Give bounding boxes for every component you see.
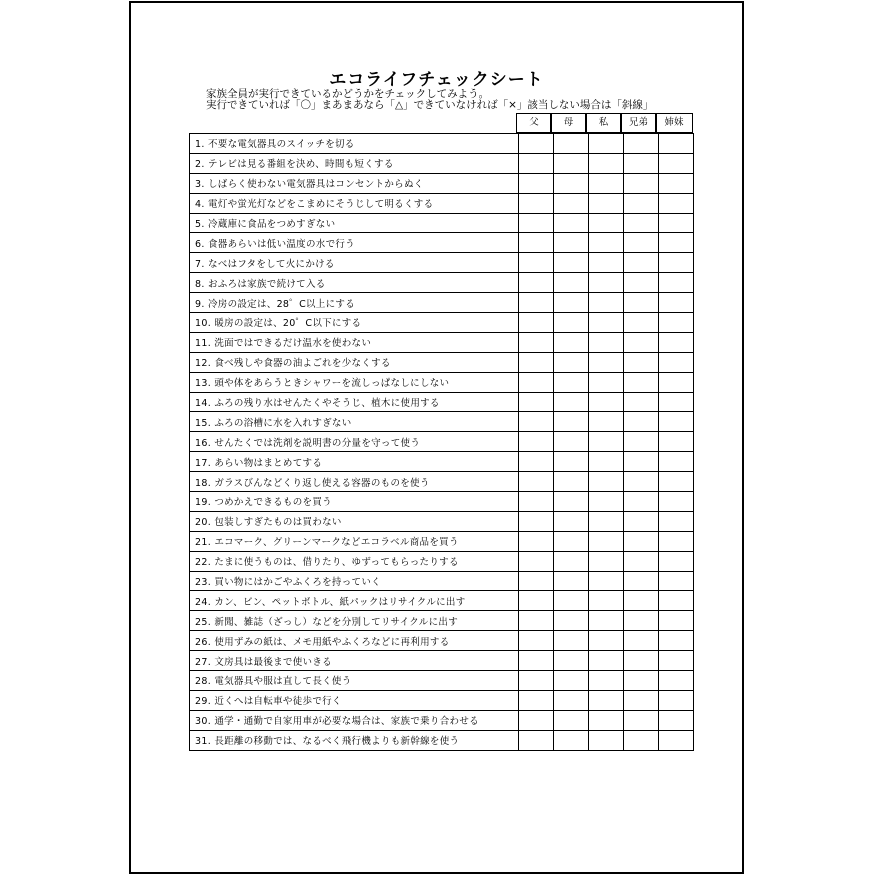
check-cell-mother[interactable] (554, 571, 589, 591)
check-cell-sisters[interactable] (659, 332, 694, 352)
check-cell-mother[interactable] (554, 492, 589, 512)
check-sheet-page (129, 1, 744, 874)
checklist-item-label: 4. 電灯や蛍光灯などをこまめにそうじして明るくする (190, 193, 519, 213)
check-cell-brothers[interactable] (624, 134, 659, 154)
checklist-item-label: 21. エコマーク、グリーンマークなどエコラベル商品を買う (190, 531, 519, 551)
checklist-row (190, 671, 694, 691)
check-cell-father[interactable] (519, 531, 554, 551)
check-cell-self[interactable] (589, 392, 624, 412)
checklist-item-label: 29. 近くへは自転車や徒歩で行く (190, 690, 519, 710)
check-cell-father[interactable] (519, 452, 554, 472)
check-cell-brothers[interactable] (624, 392, 659, 412)
check-cell-sisters[interactable] (659, 233, 694, 253)
check-cell-brothers[interactable] (624, 153, 659, 173)
check-cell-mother[interactable] (554, 193, 589, 213)
check-cell-self[interactable] (589, 492, 624, 512)
check-cell-sisters[interactable] (659, 352, 694, 372)
checklist-row (190, 730, 694, 750)
check-cell-brothers[interactable] (624, 332, 659, 352)
checklist-row (190, 293, 694, 313)
check-cell-sisters[interactable] (659, 213, 694, 233)
checklist-item-label: 28. 電気器具や服は直して長く使う (190, 671, 519, 691)
check-cell-brothers[interactable] (624, 293, 659, 313)
check-cell-self[interactable] (589, 173, 624, 193)
check-cell-sisters[interactable] (659, 531, 694, 551)
check-cell-father[interactable] (519, 412, 554, 432)
check-cell-mother[interactable] (554, 611, 589, 631)
check-cell-father[interactable] (519, 472, 554, 492)
check-cell-self[interactable] (589, 710, 624, 730)
check-cell-self[interactable] (589, 730, 624, 750)
header-self: 私 (585, 113, 622, 133)
checklist-row (190, 651, 694, 671)
checklist-row (190, 432, 694, 452)
check-cell-self[interactable] (589, 253, 624, 273)
checklist-row (190, 372, 694, 392)
check-cell-sisters[interactable] (659, 412, 694, 432)
check-cell-mother[interactable] (554, 651, 589, 671)
check-cell-sisters[interactable] (659, 591, 694, 611)
check-cell-self[interactable] (589, 690, 624, 710)
header-sisters: 姉妹 (655, 113, 693, 133)
check-cell-sisters[interactable] (659, 651, 694, 671)
check-cell-mother[interactable] (554, 392, 589, 412)
check-cell-brothers[interactable] (624, 671, 659, 691)
check-cell-father[interactable] (519, 253, 554, 273)
check-cell-father[interactable] (519, 153, 554, 173)
instruction-line-1: 家族全員が実行できているかどうかをチェックしてみよう。 (206, 88, 490, 100)
check-cell-self[interactable] (589, 193, 624, 213)
check-cell-mother[interactable] (554, 213, 589, 233)
check-cell-father[interactable] (519, 213, 554, 233)
checklist-item-label: 23. 買い物にはかごやふくろを持っていく (190, 571, 519, 591)
check-cell-sisters[interactable] (659, 571, 694, 591)
check-cell-brothers[interactable] (624, 173, 659, 193)
check-cell-brothers[interactable] (624, 273, 659, 293)
check-cell-mother[interactable] (554, 332, 589, 352)
check-cell-brothers[interactable] (624, 253, 659, 273)
check-cell-self[interactable] (589, 412, 624, 432)
check-cell-sisters[interactable] (659, 631, 694, 651)
check-cell-mother[interactable] (554, 551, 589, 571)
check-cell-sisters[interactable] (659, 432, 694, 452)
check-cell-sisters[interactable] (659, 313, 694, 333)
check-cell-mother[interactable] (554, 511, 589, 531)
check-cell-father[interactable] (519, 332, 554, 352)
check-cell-brothers[interactable] (624, 233, 659, 253)
check-cell-sisters[interactable] (659, 273, 694, 293)
checklist-item-label: 14. ふろの残り水はせんたくやそうじ、植木に使用する (190, 392, 519, 412)
checklist-row (190, 452, 694, 472)
checklist-item-label: 18. ガラスびんなどくり返し使える容器のものを使う (190, 472, 519, 492)
check-cell-brothers[interactable] (624, 690, 659, 710)
checklist-row (190, 591, 694, 611)
check-cell-mother[interactable] (554, 412, 589, 432)
checklist-row (190, 273, 694, 293)
check-cell-mother[interactable] (554, 372, 589, 392)
check-cell-father[interactable] (519, 134, 554, 154)
check-cell-father[interactable] (519, 352, 554, 372)
checklist-row (190, 352, 694, 372)
checklist-row (190, 631, 694, 651)
check-cell-father[interactable] (519, 651, 554, 671)
check-cell-mother[interactable] (554, 531, 589, 551)
check-cell-brothers[interactable] (624, 651, 659, 671)
checklist-item-label: 17. あらい物はまとめてする (190, 452, 519, 472)
check-cell-brothers[interactable] (624, 472, 659, 492)
checklist-item-label: 11. 洗面ではできるだけ温水を使わない (190, 332, 519, 352)
check-cell-self[interactable] (589, 372, 624, 392)
header-mother: 母 (550, 113, 587, 133)
check-cell-self[interactable] (589, 233, 624, 253)
check-cell-father[interactable] (519, 233, 554, 253)
check-cell-brothers[interactable] (624, 432, 659, 452)
check-cell-sisters[interactable] (659, 690, 694, 710)
check-cell-father[interactable] (519, 313, 554, 333)
check-cell-father[interactable] (519, 492, 554, 512)
check-cell-father[interactable] (519, 273, 554, 293)
checklist-row (190, 153, 694, 173)
checklist-row (190, 392, 694, 412)
check-cell-mother[interactable] (554, 591, 589, 611)
check-cell-sisters[interactable] (659, 472, 694, 492)
check-cell-father[interactable] (519, 631, 554, 651)
checklist-row (190, 412, 694, 432)
check-cell-father[interactable] (519, 690, 554, 710)
check-cell-brothers[interactable] (624, 730, 659, 750)
check-cell-mother[interactable] (554, 273, 589, 293)
check-cell-mother[interactable] (554, 690, 589, 710)
check-cell-sisters[interactable] (659, 173, 694, 193)
check-cell-father[interactable] (519, 432, 554, 452)
check-cell-sisters[interactable] (659, 392, 694, 412)
check-cell-mother[interactable] (554, 671, 589, 691)
checklist-row (190, 611, 694, 631)
check-cell-self[interactable] (589, 551, 624, 571)
check-cell-self[interactable] (589, 352, 624, 372)
check-cell-self[interactable] (589, 571, 624, 591)
check-cell-brothers[interactable] (624, 551, 659, 571)
check-cell-father[interactable] (519, 193, 554, 213)
check-cell-brothers[interactable] (624, 492, 659, 512)
check-cell-brothers[interactable] (624, 352, 659, 372)
checklist-row (190, 511, 694, 531)
check-cell-sisters[interactable] (659, 671, 694, 691)
check-cell-self[interactable] (589, 313, 624, 333)
checklist-item-label: 5. 冷蔵庫に食品をつめすぎない (190, 213, 519, 233)
check-cell-mother[interactable] (554, 253, 589, 273)
check-cell-mother[interactable] (554, 233, 589, 253)
check-cell-mother[interactable] (554, 452, 589, 472)
check-cell-brothers[interactable] (624, 372, 659, 392)
check-cell-self[interactable] (589, 671, 624, 691)
check-cell-father[interactable] (519, 591, 554, 611)
checklist-item-label: 20. 包装しすぎたものは買わない (190, 511, 519, 531)
check-cell-brothers[interactable] (624, 571, 659, 591)
check-cell-mother[interactable] (554, 153, 589, 173)
check-cell-brothers[interactable] (624, 631, 659, 651)
check-cell-self[interactable] (589, 511, 624, 531)
check-cell-father[interactable] (519, 293, 554, 313)
checklist-item-label: 15. ふろの浴槽に水を入れすぎない (190, 412, 519, 432)
check-cell-mother[interactable] (554, 710, 589, 730)
checklist-row (190, 531, 694, 551)
checklist-row (190, 492, 694, 512)
check-cell-mother[interactable] (554, 631, 589, 651)
checklist-item-label: 26. 使用ずみの紙は、メモ用紙やふくろなどに再利用する (190, 631, 519, 651)
check-cell-father[interactable] (519, 372, 554, 392)
check-cell-mother[interactable] (554, 730, 589, 750)
check-cell-mother[interactable] (554, 173, 589, 193)
check-cell-brothers[interactable] (624, 412, 659, 432)
check-cell-self[interactable] (589, 273, 624, 293)
check-cell-brothers[interactable] (624, 591, 659, 611)
check-cell-sisters[interactable] (659, 253, 694, 273)
instruction-line-2: 実行できていれば「〇」まあまあなら「△」できていなければ「×」該当しない場合は「斜線」 (206, 99, 654, 111)
checklist-row (190, 173, 694, 193)
checklist-item-label: 6. 食器あらいは低い温度の水で行う (190, 233, 519, 253)
checklist-item-label: 3. しばらく使わない電気器具はコンセントからぬく (190, 173, 519, 193)
check-cell-self[interactable] (589, 153, 624, 173)
check-cell-sisters[interactable] (659, 511, 694, 531)
check-cell-self[interactable] (589, 134, 624, 154)
checklist-item-label: 1. 不要な電気器具のスイッチを切る (190, 134, 519, 154)
checklist-row (190, 313, 694, 333)
check-cell-self[interactable] (589, 631, 624, 651)
checklist-item-label: 24. カン、ビン、ペットボトル、紙パックはリサイクルに出す (190, 591, 519, 611)
check-cell-mother[interactable] (554, 293, 589, 313)
checklist-row (190, 690, 694, 710)
checklist-item-label: 8. おふろは家族で続けて入る (190, 273, 519, 293)
check-cell-self[interactable] (589, 452, 624, 472)
check-cell-sisters[interactable] (659, 710, 694, 730)
check-cell-father[interactable] (519, 392, 554, 412)
checklist-item-label: 27. 文房具は最後まで使いきる (190, 651, 519, 671)
checklist-row (190, 253, 694, 273)
checklist-item-label: 7. なべはフタをして火にかける (190, 253, 519, 273)
check-cell-father[interactable] (519, 173, 554, 193)
check-cell-sisters[interactable] (659, 492, 694, 512)
check-cell-sisters[interactable] (659, 372, 694, 392)
check-cell-brothers[interactable] (624, 313, 659, 333)
checklist-item-label: 13. 頭や体をあらうときシャワーを流しっぱなしにしない (190, 372, 519, 392)
check-cell-father[interactable] (519, 511, 554, 531)
check-cell-brothers[interactable] (624, 452, 659, 472)
checklist-item-label: 25. 新聞、雑誌（ざっし）などを分別してリサイクルに出す (190, 611, 519, 631)
checklist-item-label: 30. 通学・通勤で自家用車が必要な場合は、家族で乗り合わせる (190, 710, 519, 730)
checklist-item-label: 19. つめかえできるものを買う (190, 492, 519, 512)
checklist-row (190, 213, 694, 233)
check-cell-self[interactable] (589, 432, 624, 452)
check-cell-sisters[interactable] (659, 153, 694, 173)
check-cell-brothers[interactable] (624, 710, 659, 730)
check-cell-mother[interactable] (554, 472, 589, 492)
check-cell-sisters[interactable] (659, 611, 694, 631)
sheet-title: エコライフチェックシート (329, 70, 544, 90)
header-brothers: 兄弟 (620, 113, 657, 133)
check-cell-father[interactable] (519, 730, 554, 750)
checklist-row (190, 233, 694, 253)
checklist-row (190, 710, 694, 730)
header-father: 父 (516, 113, 552, 133)
checklist-row (190, 472, 694, 492)
check-cell-sisters[interactable] (659, 551, 694, 571)
check-cell-brothers[interactable] (624, 193, 659, 213)
checklist-item-label: 31. 長距離の移動では、なるべく飛行機よりも新幹線を使う (190, 730, 519, 750)
check-cell-sisters[interactable] (659, 134, 694, 154)
check-cell-father[interactable] (519, 671, 554, 691)
check-cell-brothers[interactable] (624, 511, 659, 531)
checklist-row (190, 134, 694, 154)
checklist-item-label: 10. 暖房の設定は、20゜C以下にする (190, 313, 519, 333)
check-cell-brothers[interactable] (624, 213, 659, 233)
check-cell-father[interactable] (519, 571, 554, 591)
check-cell-self[interactable] (589, 472, 624, 492)
check-cell-self[interactable] (589, 293, 624, 313)
check-cell-brothers[interactable] (624, 531, 659, 551)
check-cell-self[interactable] (589, 591, 624, 611)
check-cell-sisters[interactable] (659, 193, 694, 213)
check-cell-self[interactable] (589, 531, 624, 551)
check-cell-sisters[interactable] (659, 730, 694, 750)
checklist-item-label: 12. 食べ残しや食器の油よごれを少なくする (190, 352, 519, 372)
checklist-row (190, 332, 694, 352)
check-cell-self[interactable] (589, 332, 624, 352)
check-cell-mother[interactable] (554, 313, 589, 333)
checklist-item-label: 22. たまに使うものは、借りたり、ゆずってもらったりする (190, 551, 519, 571)
check-cell-self[interactable] (589, 651, 624, 671)
check-cell-sisters[interactable] (659, 452, 694, 472)
check-cell-mother[interactable] (554, 352, 589, 372)
checklist-table (189, 133, 694, 751)
check-cell-mother[interactable] (554, 432, 589, 452)
check-cell-self[interactable] (589, 213, 624, 233)
checklist-row (190, 193, 694, 213)
check-cell-father[interactable] (519, 710, 554, 730)
checklist-item-label: 16. せんたくでは洗剤を説明書の分量を守って使う (190, 432, 519, 452)
check-cell-sisters[interactable] (659, 293, 694, 313)
checklist-row (190, 571, 694, 591)
check-cell-mother[interactable] (554, 134, 589, 154)
check-cell-brothers[interactable] (624, 611, 659, 631)
checklist-item-label: 2. テレビは見る番組を決め、時間も短くする (190, 153, 519, 173)
check-cell-father[interactable] (519, 611, 554, 631)
checklist-row (190, 551, 694, 571)
check-cell-father[interactable] (519, 551, 554, 571)
checklist-item-label: 9. 冷房の設定は、28゜C以上にする (190, 293, 519, 313)
check-cell-self[interactable] (589, 611, 624, 631)
